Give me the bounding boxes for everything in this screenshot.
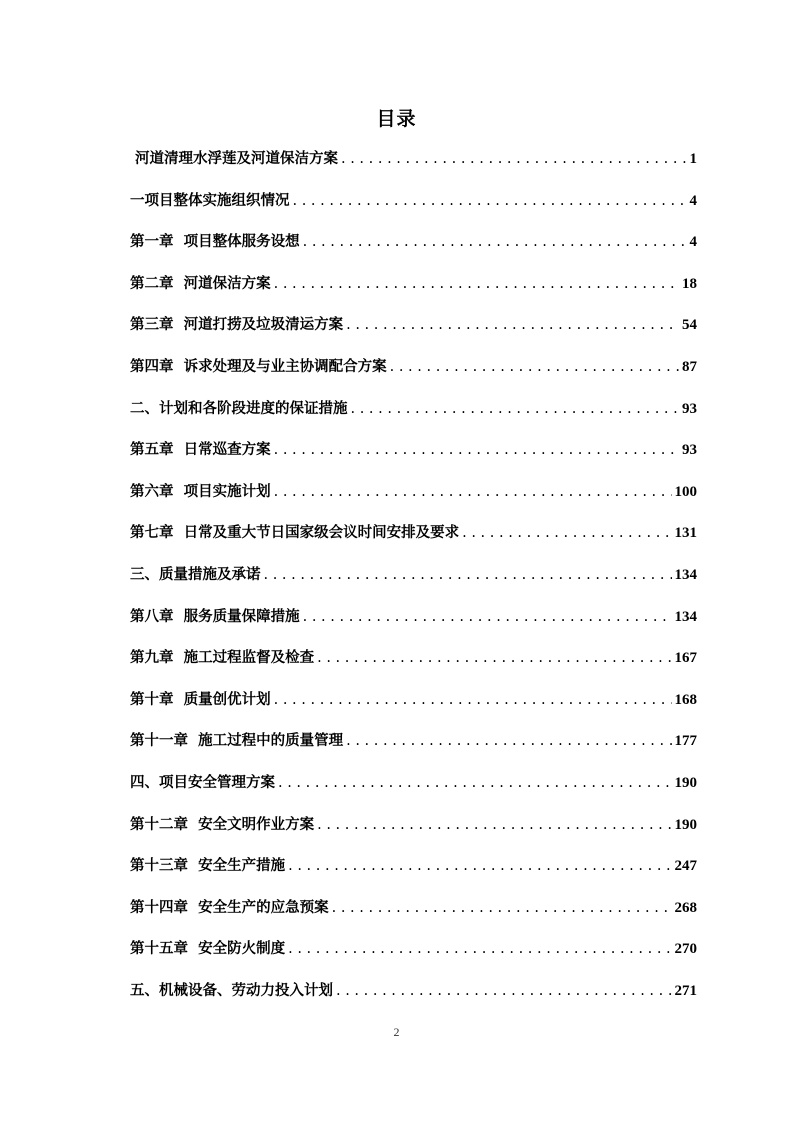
toc-entry[interactable] xyxy=(130,481,697,523)
toc-entry-page: 168 xyxy=(674,691,697,708)
toc-entry-page: 247 xyxy=(674,858,697,875)
toc-entry[interactable] xyxy=(130,855,697,897)
toc-entry-label: 第十四章 安全生产的应急预案 xyxy=(130,898,329,916)
toc-entry-page: 134 xyxy=(674,608,697,625)
toc-entry-label: 第十三章 安全生产措施 xyxy=(130,857,286,875)
toc-entry-page: 54 xyxy=(682,317,697,334)
toc-entry[interactable] xyxy=(130,148,697,190)
toc-entry[interactable] xyxy=(130,772,697,814)
dot-leader xyxy=(274,439,679,461)
toc-entry[interactable] xyxy=(130,273,697,315)
toc-entry-label: 第八章 服务质量保障措施 xyxy=(130,607,300,625)
page-number: 2 xyxy=(393,1025,400,1039)
toc-entry-label: 第十五章 安全防火制度 xyxy=(130,940,286,958)
toc-entry-label: 第五章 日常巡查方案 xyxy=(130,441,271,459)
toc-entry-page: 93 xyxy=(682,442,697,459)
dot-leader xyxy=(336,980,672,1002)
dot-leader xyxy=(264,564,672,586)
dot-leader xyxy=(288,938,671,960)
dot-leader xyxy=(317,647,671,669)
toc-entry-label: 第六章 项目实施计划 xyxy=(130,482,271,500)
toc-entry[interactable] xyxy=(130,606,697,648)
toc-entry-label: 第一章 项目整体服务设想 xyxy=(130,233,300,251)
toc-entry-label: 第十章 质量创优计划 xyxy=(130,690,271,708)
dot-leader xyxy=(351,398,680,420)
toc-entry-page: 100 xyxy=(674,483,697,500)
dot-leader xyxy=(346,314,679,336)
toc-entry-page: 268 xyxy=(674,899,697,916)
toc-entry-label: 五、机械设备、劳动力投入计划 xyxy=(130,981,333,999)
toc-title: 目录 xyxy=(376,108,417,130)
dot-leader xyxy=(390,356,679,378)
toc-entry-label: 第三章 河道打捞及垃圾清运方案 xyxy=(130,316,344,334)
toc-entry[interactable] xyxy=(130,730,697,772)
toc-entry[interactable] xyxy=(130,190,697,232)
dot-leader xyxy=(346,730,671,752)
dot-leader xyxy=(293,190,687,212)
toc-entry-page: 131 xyxy=(674,525,697,542)
toc-entry-page: 18 xyxy=(682,275,697,292)
dot-leader xyxy=(274,481,672,503)
dot-leader xyxy=(274,689,672,711)
toc-entry[interactable] xyxy=(130,689,697,731)
toc-entry-page: 134 xyxy=(674,566,697,583)
toc-entry-label: 第四章 诉求处理及与业主协调配合方案 xyxy=(130,357,387,375)
dot-leader xyxy=(341,148,687,170)
dot-leader xyxy=(278,772,672,794)
toc-entry-label: 第七章 日常及重大节日国家级会议时间安排及要求 xyxy=(130,524,460,542)
toc-entry-page: 190 xyxy=(674,816,697,833)
toc-entry-page: 190 xyxy=(674,774,697,791)
toc-entry[interactable] xyxy=(130,398,697,440)
table-of-contents xyxy=(130,148,697,1021)
dot-leader xyxy=(332,897,672,919)
dot-leader xyxy=(317,814,671,836)
toc-entry[interactable] xyxy=(130,814,697,856)
dot-leader xyxy=(462,522,671,544)
dot-leader xyxy=(274,273,679,295)
toc-entry-label: 三、质量措施及承诺 xyxy=(130,565,261,583)
toc-entry-page: 177 xyxy=(674,733,697,750)
dot-leader xyxy=(303,231,687,253)
toc-entry[interactable] xyxy=(130,980,697,1022)
toc-entry-page: 1 xyxy=(689,151,697,167)
toc-entry[interactable] xyxy=(130,647,697,689)
toc-entry-label: 二、计划和各阶段进度的保证措施 xyxy=(130,399,348,417)
toc-entry-page: 87 xyxy=(682,358,697,375)
dot-leader xyxy=(303,606,672,628)
toc-entry[interactable] xyxy=(130,897,697,939)
toc-entry[interactable] xyxy=(130,439,697,481)
toc-entry[interactable] xyxy=(130,564,697,606)
toc-entry[interactable] xyxy=(130,231,697,273)
toc-entry-label: 一项目整体实施组织情况 xyxy=(130,191,290,209)
toc-entry-page: 271 xyxy=(674,982,697,999)
toc-entry-page: 4 xyxy=(689,192,697,209)
dot-leader xyxy=(288,855,671,877)
toc-entry-page: 167 xyxy=(674,650,697,667)
toc-entry-label: 第二章 河道保洁方案 xyxy=(130,274,271,292)
toc-entry-page: 93 xyxy=(682,400,697,417)
toc-entry-page: 4 xyxy=(689,234,697,251)
toc-entry[interactable] xyxy=(130,938,697,980)
toc-entry-page: 270 xyxy=(674,941,697,958)
toc-entry-label: 四、项目安全管理方案 xyxy=(130,773,275,791)
toc-entry[interactable] xyxy=(130,314,697,356)
toc-entry-label: 第十一章 施工过程中的质量管理 xyxy=(130,732,344,750)
toc-entry-label: 第十二章 安全文明作业方案 xyxy=(130,815,315,833)
toc-entry[interactable] xyxy=(130,522,697,564)
toc-entry[interactable] xyxy=(130,356,697,398)
toc-entry-label: 第九章 施工过程监督及检查 xyxy=(130,649,315,667)
toc-entry-label: 河道清理水浮莲及河道保洁方案 xyxy=(135,150,338,167)
